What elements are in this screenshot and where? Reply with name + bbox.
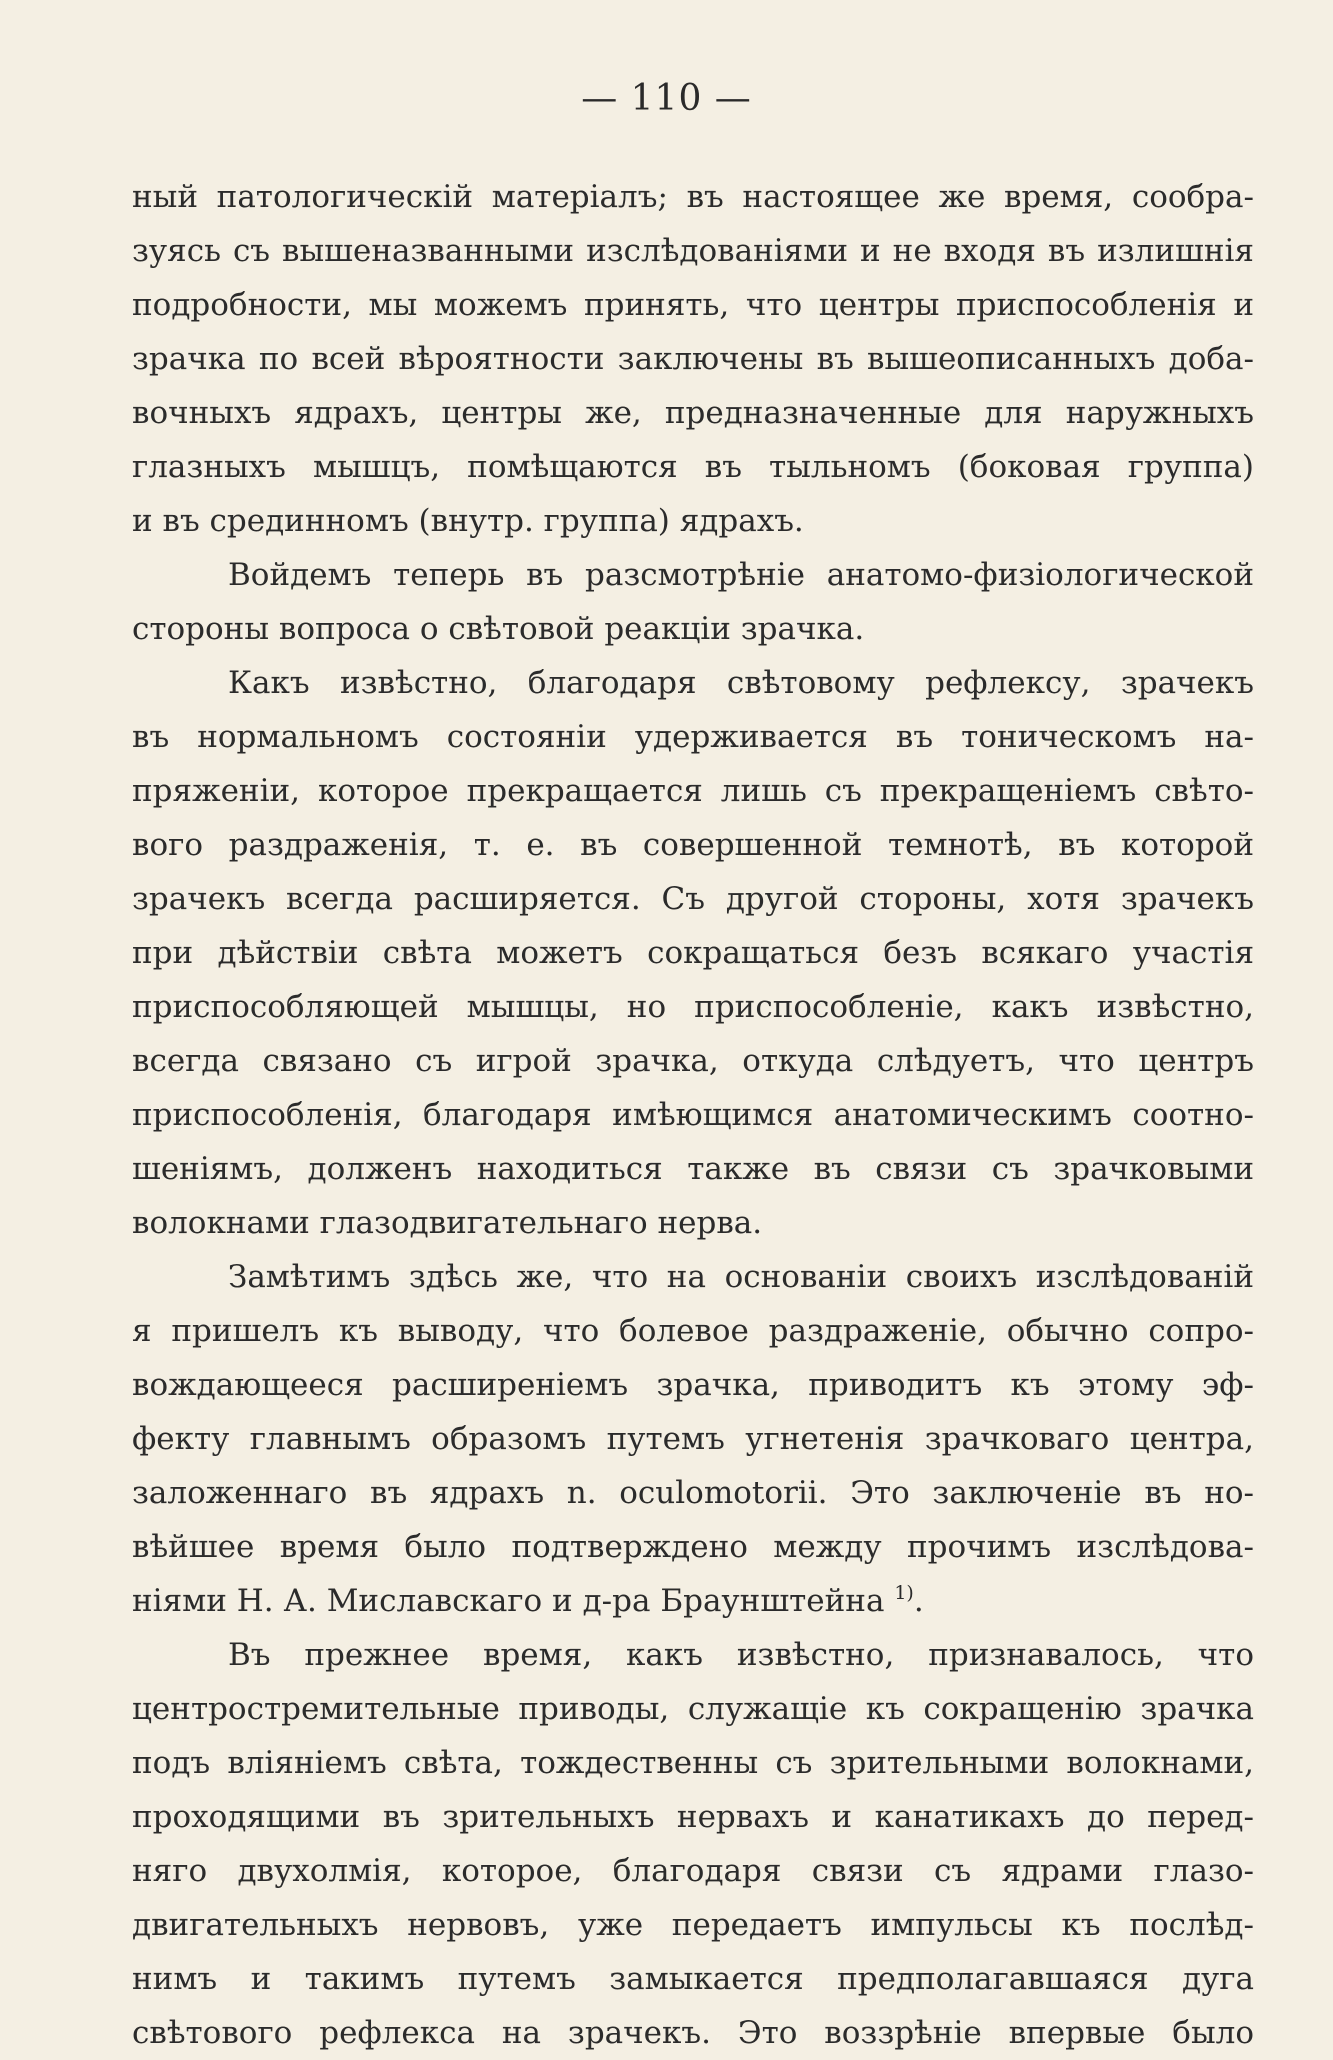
- text-line: вождающееся расширеніемъ зрачка, приводитъ къ этому эф-: [132, 1367, 1254, 1403]
- text-line: двигательныхъ нервовъ, уже передаетъ импульсы къ послѣд-: [132, 1907, 1254, 1943]
- text-line: зуясь съ вышеназванными изслѣдованіями и не входя въ излишнія: [132, 233, 1254, 269]
- text-line: няго двухолмія, которое, благодаря связи съ ядрами глазо-: [132, 1853, 1254, 1889]
- text-line: всегда связано съ игрой зрачка, откуда слѣдуетъ, что центръ: [132, 1043, 1254, 1079]
- text-line: волокнами глазодвигательнаго нерва.: [132, 1205, 763, 1241]
- text-line: и въ срединномъ (внутр. группа) ядрахъ.: [132, 503, 804, 539]
- text-line: свѣтового рефлекса на зрачекъ. Это воззрѣніе впервые было: [132, 2015, 1254, 2051]
- text-line: стороны вопроса о свѣтовой реакціи зрачка.: [132, 611, 865, 647]
- text-line: въ нормальномъ состояніи удерживается въ тоническомъ на-: [132, 719, 1254, 755]
- text-line: подробности, мы можемъ принять, что центры приспособленія и: [132, 287, 1254, 323]
- text-line: центростремительные приводы, служащіе къ сокращенію зрачка: [132, 1691, 1254, 1727]
- text-line: подъ вліяніемъ свѣта, тождественны съ зрительными волокнами,: [132, 1745, 1254, 1781]
- body-text: [132, 170, 1254, 2060]
- page-number: — 110 —: [581, 78, 752, 119]
- text-line: зрачка по всей вѣроятности заключены въ вышеописанныхъ доба-: [132, 341, 1254, 377]
- paragraph-start-line: Войдемъ теперь въ разсмотрѣніе анатомо-физіологической: [228, 557, 1254, 593]
- text-line: вочныхъ ядрахъ, центры же, предназначенные для наружныхъ: [132, 395, 1254, 431]
- paragraph-start-line: Въ прежнее время, какъ извѣстно, признавалось, что: [228, 1637, 1254, 1673]
- text-line: при дѣйствіи свѣта можетъ сокращаться безъ всякаго участія: [132, 935, 1254, 971]
- text-line: зрачекъ всегда расширяется. Съ другой стороны, хотя зрачекъ: [132, 881, 1254, 917]
- paragraph-start-line: Замѣтимъ здѣсь же, что на основаніи своихъ изслѣдованій: [228, 1259, 1254, 1295]
- text-line: шеніямъ, долженъ находиться также въ связи съ зрачковыми: [132, 1151, 1254, 1187]
- text-line: приспособляющей мышцы, но приспособленіе, какъ извѣстно,: [132, 989, 1254, 1025]
- text-line: вого раздраженія, т. е. въ совершенной темнотѣ, въ которой: [132, 827, 1254, 863]
- text-line: заложеннаго въ ядрахъ n. oculomotorii. Это заключеніе въ но-: [132, 1475, 1254, 1511]
- text-line: вѣйшее время было подтверждено между прочимъ изслѣдова-: [132, 1529, 1254, 1565]
- text-line: пряженіи, которое прекращается лишь съ прекращеніемъ свѣто-: [132, 773, 1254, 809]
- text-line-with-footnote: [132, 1574, 1254, 1628]
- footnote-reference[interactable]: 1): [894, 1582, 914, 1604]
- sentence-end: .: [913, 1583, 924, 1619]
- text-line: глазныхъ мышцъ, помѣщаются въ тыльномъ (боковая группа): [132, 449, 1254, 485]
- text-line: проходящими въ зрительныхъ нервахъ и канатикахъ до перед-: [132, 1799, 1254, 1835]
- text-line: приспособленія, благодаря имѣющимся анатомическимъ соотно-: [132, 1097, 1254, 1133]
- text-line: нимъ и такимъ путемъ замыкается предполагавшаяся дуга: [132, 1961, 1254, 1997]
- text-line-content: ніями Н. А. Миславскаго и д-ра Браунштейна: [132, 1583, 885, 1619]
- text-line: фекту главнымъ образомъ путемъ угнетенія зрачковаго центра,: [132, 1421, 1254, 1457]
- text-line: я пришелъ къ выводу, что болевое раздраженіе, обычно сопро-: [132, 1313, 1254, 1349]
- paragraph-start-line: Какъ извѣстно, благодаря свѣтовому рефлексу, зрачекъ: [228, 665, 1254, 701]
- text-line: ный патологическій матеріалъ; въ настоящее же время, сообра-: [132, 179, 1254, 215]
